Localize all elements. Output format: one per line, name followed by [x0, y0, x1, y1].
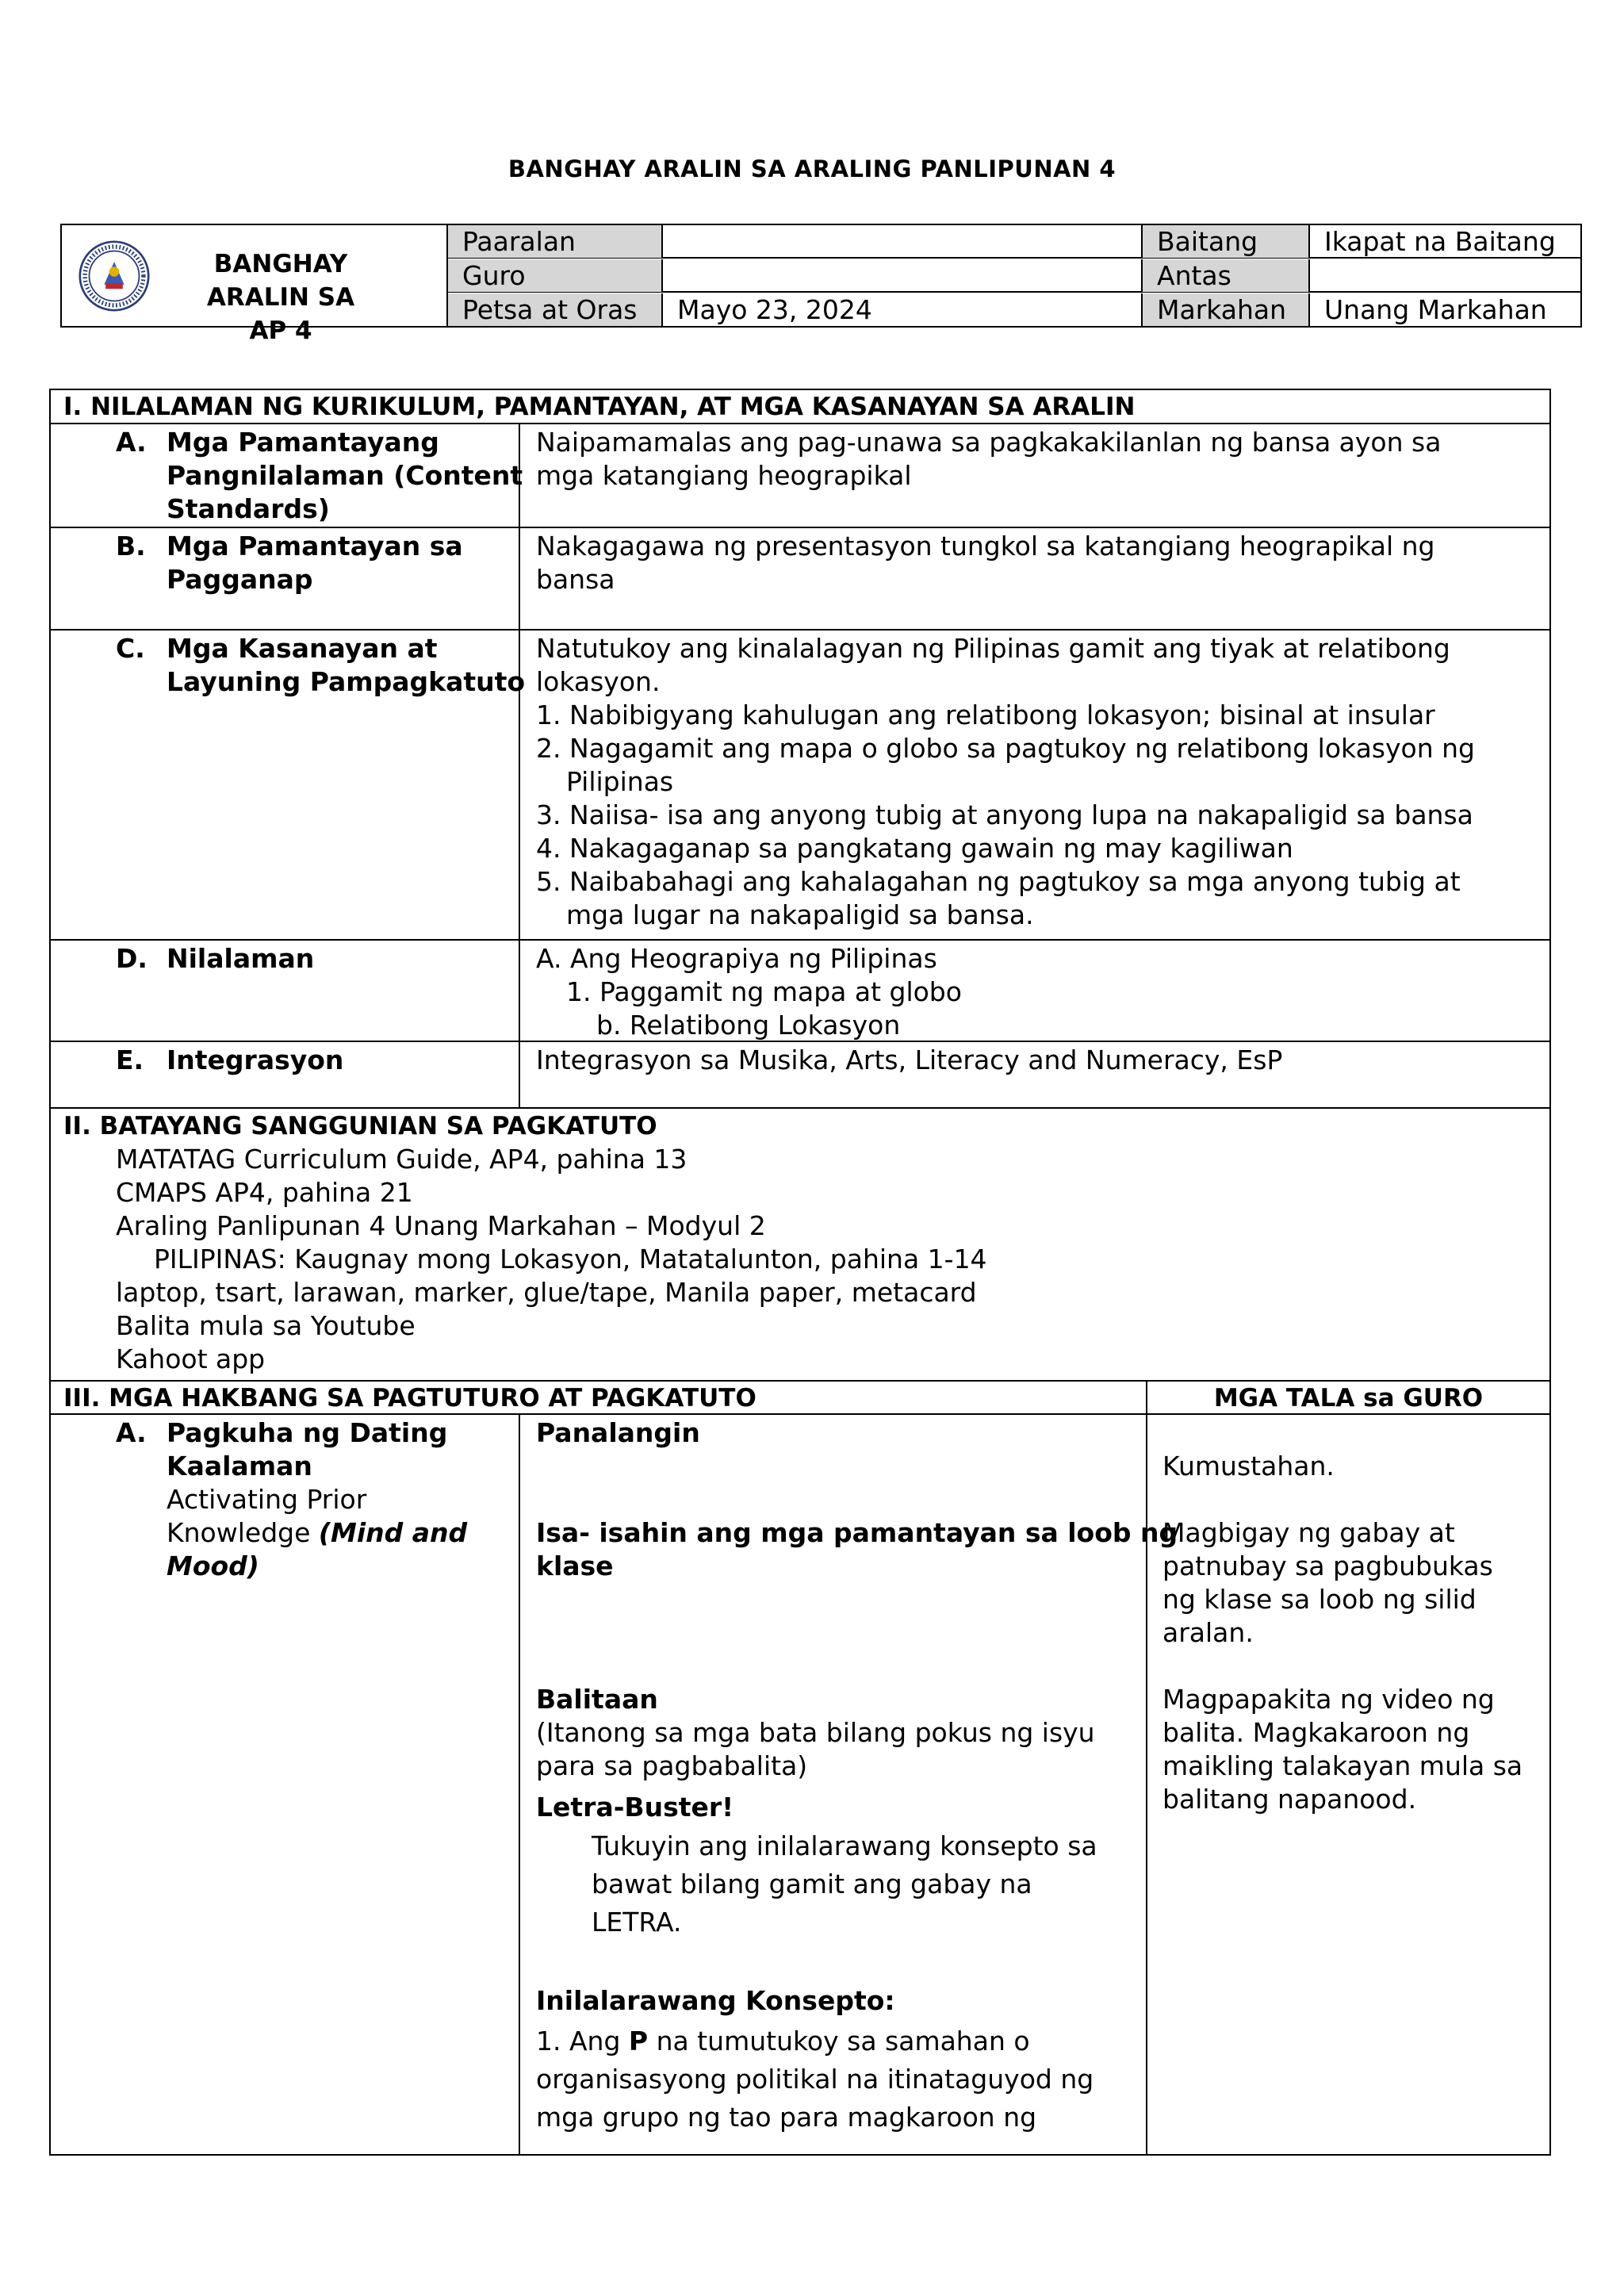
header-row-petsa: [448, 293, 1580, 327]
objective-item: mga lugar na nakapaligid sa bansa.: [566, 899, 1034, 930]
header-value: Ikapat na Baitang: [1324, 226, 1556, 257]
row-label-emphasis: (Mind and: [318, 1517, 468, 1548]
deped-seal-icon: [79, 240, 150, 312]
reference-item: Balita mula sa Youtube: [116, 1310, 416, 1341]
row-content: mga katangiang heograpikal: [536, 460, 912, 491]
header-value: [1310, 259, 1580, 292]
step-heading: Inilalarawang Konsepto:: [536, 1985, 895, 2016]
header-plan-name-line1: BANGHAY: [213, 250, 348, 278]
row-content: bansa: [536, 564, 615, 595]
header-row-paaralan: [448, 225, 1580, 259]
objective-item: 5. Naibabahagi ang kahalagahan ng pagtukoy sa mga anyong tubig at: [536, 866, 1461, 897]
header-value: [663, 259, 1143, 292]
row-letter: D.: [116, 943, 147, 974]
row-label: Kaalaman: [167, 1451, 312, 1481]
row-label: Mga Pamantayang: [167, 427, 439, 458]
teacher-note: balitang napanood.: [1162, 1784, 1417, 1815]
teacher-note: Magbigay ng gabay at: [1162, 1517, 1455, 1548]
row-label: Pagkuha ng Dating: [167, 1417, 448, 1448]
section-1-title: I. NILALAMAN NG KURIKULUM, PAMANTAYAN, AT MGA KASANAYAN SA ARALIN: [63, 393, 1136, 421]
header-label: Guro: [448, 259, 663, 292]
objective-item: 1. Nabibigyang kahulugan ang relatibong lokasyon; bisinal at insular: [536, 700, 1435, 730]
teacher-note: aralan.: [1162, 1617, 1254, 1648]
concept-item: organisasyong politikal na itinataguyod ng: [536, 2064, 1094, 2095]
step-heading: Balitaan: [536, 1684, 658, 1715]
teacher-note: balita. Magkakaroon ng: [1162, 1717, 1470, 1748]
header-plan-name: [186, 247, 376, 347]
header-value: [663, 225, 1143, 258]
row-letter: B.: [116, 531, 146, 562]
step-heading: Panalangin: [536, 1417, 700, 1448]
objective-item: 4. Nakagaganap sa pangkatang gawain ng may kagiliwan: [536, 833, 1293, 864]
row-label: Integrasyon: [167, 1045, 344, 1075]
rule: [51, 527, 1549, 528]
header-logo-cell: [62, 225, 448, 345]
rule: [51, 939, 1549, 941]
objective-item: 3. Naiisa- isa ang anyong tubig at anyong lupa na nakapaligid sa bansa: [536, 799, 1473, 830]
reference-item: MATATAG Curriculum Guide, AP4, pahina 13: [116, 1144, 688, 1175]
step-heading: Letra-Buster!: [536, 1792, 734, 1823]
row-label: Standards): [167, 493, 330, 524]
row-label: Pangnilalaman (Content: [167, 460, 523, 491]
row-letter: A.: [116, 427, 147, 458]
row-letter: A.: [116, 1417, 147, 1448]
row-label: Pagganap: [167, 564, 313, 595]
row-label: Mga Pamantayan sa: [167, 531, 463, 562]
header-plan-name-line2: ARALIN SA AP 4: [206, 283, 355, 345]
row-content: A. Ang Heograpiya ng Pilipinas: [536, 943, 937, 974]
step-text: Tukuyin ang inilalarawang konsepto sa: [592, 1830, 1097, 1861]
step-text: (Itanong sa mga bata bilang pokus ng isyu: [536, 1717, 1095, 1748]
row-label: Activating Prior: [167, 1484, 367, 1515]
reference-item: PILIPINAS: Kaugnay mong Lokasyon, Matatalunton, pahina 1-14: [154, 1244, 987, 1274]
rule: [1146, 1380, 1147, 2154]
rule: [519, 423, 520, 1109]
objective-item: 2. Nagagamit ang mapa o globo sa pagtukoy ng relatibong lokasyon ng: [536, 733, 1475, 764]
step-heading: klase: [536, 1550, 614, 1581]
header-label: Paaralan: [448, 225, 663, 258]
lesson-plan-table: [49, 389, 1551, 2156]
step-text: LETRA.: [592, 1907, 682, 1938]
rule: [519, 1413, 520, 2154]
step-text: para sa pagbabalita): [536, 1750, 808, 1781]
concept-item: [536, 2022, 1030, 2060]
reference-item: Kahoot app: [116, 1343, 266, 1374]
objective-item: Pilipinas: [566, 766, 674, 797]
teacher-note: Magpapakita ng video ng: [1162, 1684, 1495, 1715]
row-label: [167, 1516, 467, 1550]
teacher-note: maikling talakayan mula sa: [1162, 1750, 1523, 1781]
row-label-emphasis: Mood): [167, 1550, 259, 1581]
notes-column-title: MGA TALA sa GURO: [1213, 1384, 1484, 1412]
row-label: Layuning Pampagkatuto: [167, 666, 526, 697]
header-value: Unang Markahan: [1324, 294, 1547, 325]
header-label: Petsa at Oras: [448, 293, 663, 326]
header-label: Baitang: [1143, 225, 1310, 258]
row-content: lokasyon.: [536, 666, 661, 697]
section-2-title: II. BATAYANG SANGGUNIAN SA PAGKATUTO: [63, 1112, 657, 1140]
concept-item-text: na tumutukoy sa samahan o: [648, 2026, 1030, 2056]
concept-letter: P: [628, 2026, 649, 2056]
row-content: Nakagagawa ng presentasyon tungkol sa katangiang heograpikal ng: [536, 531, 1435, 562]
header-label: Markahan: [1143, 293, 1310, 326]
row-label: Nilalaman: [167, 943, 315, 974]
step-text: bawat bilang gamit ang gabay na: [592, 1869, 1032, 1899]
teacher-note: Kumustahan.: [1162, 1451, 1335, 1481]
row-label-text: Knowledge: [167, 1517, 319, 1548]
step-heading: Isa- isahin ang mga pamantayan sa loob ng: [536, 1517, 1178, 1548]
section-3-title: III. MGA HAKBANG SA PAGTUTURO AT PAGKATUTO: [63, 1384, 756, 1412]
concept-item: mga grupo ng tao para magkaroon ng: [536, 2102, 1037, 2133]
header-row-guro: [448, 259, 1580, 293]
concept-item-text: 1. Ang: [536, 2026, 629, 2056]
reference-item: CMAPS AP4, pahina 21: [116, 1177, 413, 1208]
teacher-note: patnubay sa pagbubukas: [1162, 1550, 1493, 1581]
reference-item: Araling Panlipunan 4 Unang Markahan – Modyul 2: [116, 1210, 766, 1241]
teacher-note: ng klase sa loob ng silid: [1162, 1584, 1477, 1615]
row-content: 1. Paggamit ng mapa at globo: [566, 976, 962, 1007]
rule: [51, 1107, 1549, 1109]
reference-item: laptop, tsart, larawan, marker, glue/tape, Manila paper, metacard: [116, 1277, 977, 1308]
row-letter: C.: [116, 633, 145, 664]
row-label: Mga Kasanayan at: [167, 633, 438, 664]
header-value: Mayo 23, 2024: [663, 293, 1143, 326]
rule: [51, 629, 1549, 631]
row-letter: E.: [116, 1045, 144, 1075]
row-content: Naipamamalas ang pag-unawa sa pagkakakilanlan ng bansa ayon sa: [536, 427, 1442, 458]
header-label: Antas: [1143, 259, 1310, 292]
document-title: BANGHAY ARALIN SA ARALING PANLIPUNAN 4: [508, 155, 1116, 182]
header-table: [60, 224, 1582, 345]
row-content: b. Relatibong Lokasyon: [596, 1010, 901, 1041]
row-content: Integrasyon sa Musika, Arts, Literacy and Numeracy, EsP: [536, 1045, 1283, 1075]
row-content: Natutukoy ang kinalalagyan ng Pilipinas gamit ang tiyak at relatibong: [536, 633, 1450, 664]
